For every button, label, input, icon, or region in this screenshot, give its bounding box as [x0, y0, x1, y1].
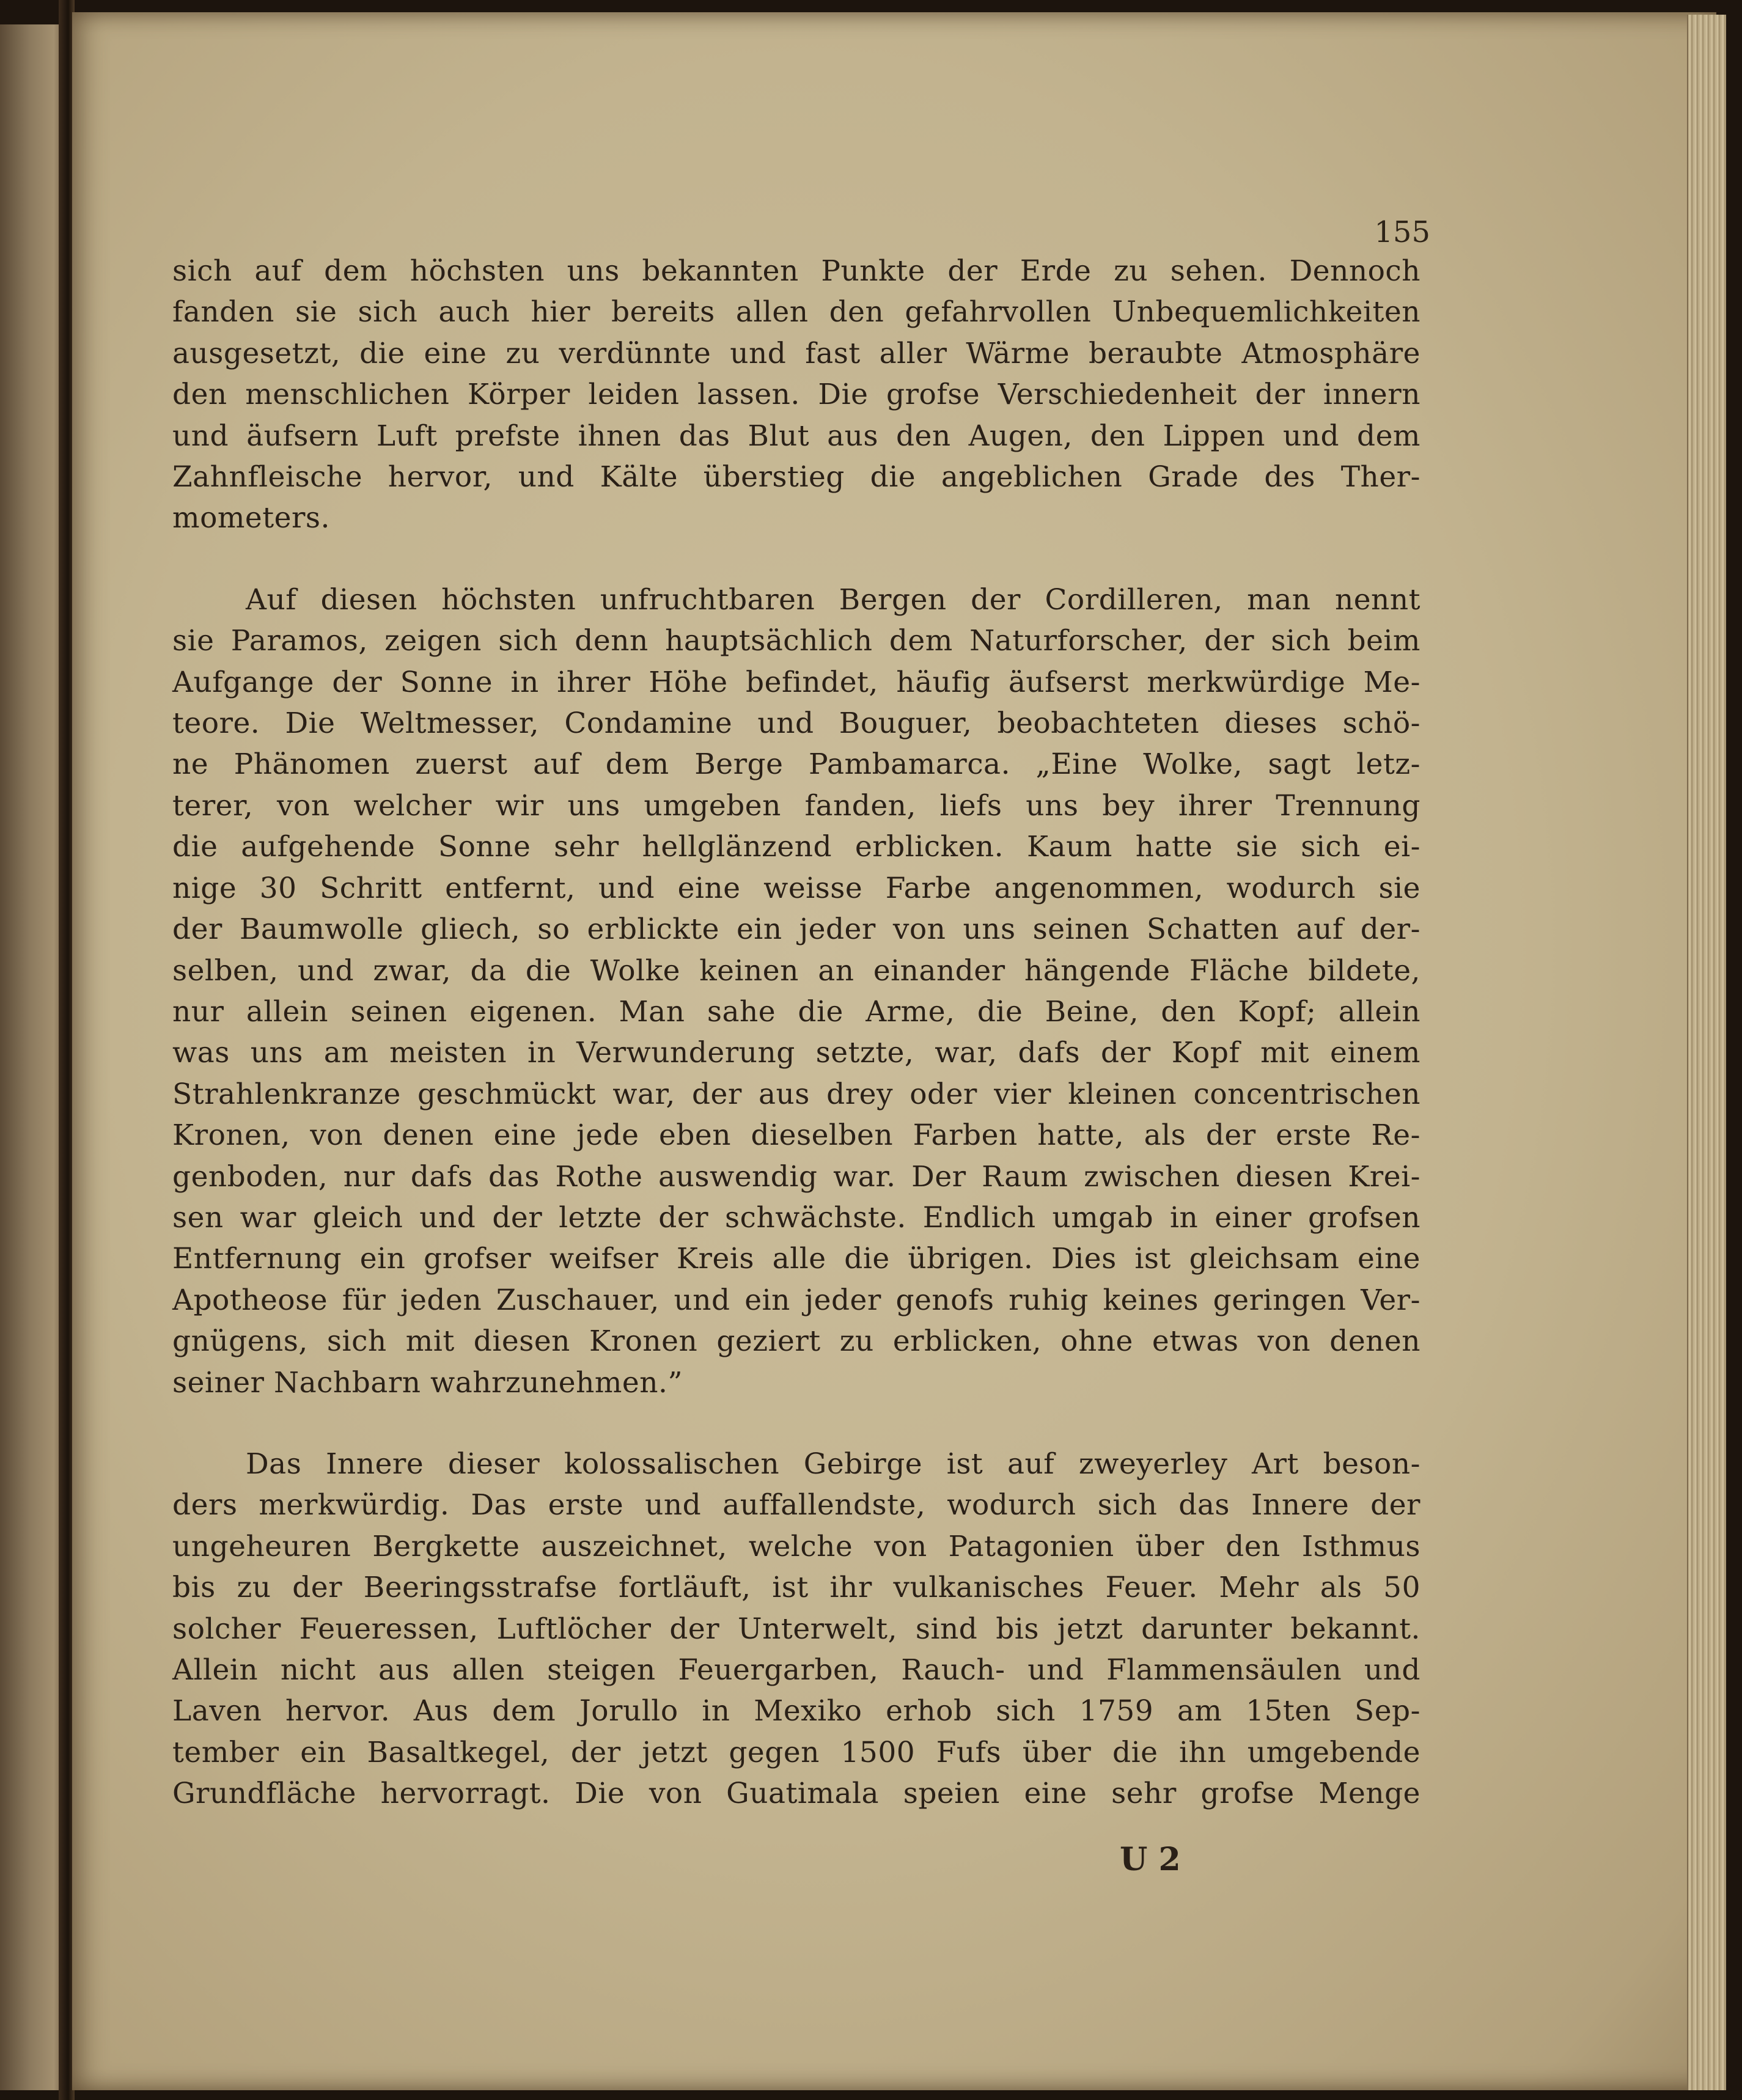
text-line: fanden sie sich auch hier bereits allen den gefahrvollen Unbequemlichkeiten	[172, 295, 1420, 329]
text-line: und äufsern Luft prefste ihnen das Blut aus den Augen, den Lippen und dem	[172, 419, 1420, 453]
text-line: solcher Feueressen, Luftlöcher der Unterwelt, sind bis jetzt darunter bekannt.	[172, 1612, 1420, 1646]
text-line: den menschlichen Körper leiden lassen. Die grofse Verschiedenheit der innern	[172, 378, 1420, 412]
text-line: ne Phänomen zuerst auf dem Berge Pambamarca. „Eine Wolke, sagt letz-	[172, 747, 1420, 782]
text-line: sen war gleich und der letzte der schwächste. Endlich umgab in einer grofsen	[172, 1200, 1420, 1235]
text-line: ungeheuren Bergkette auszeichnet, welche von Patagonien über den Isthmus	[172, 1529, 1420, 1563]
text-line: Strahlenkranze geschmückt war, der aus drey oder vier kleinen concentrischen	[172, 1077, 1420, 1111]
page-edges	[1687, 15, 1726, 2090]
text-line: Laven hervor. Aus dem Jorullo in Mexiko erhob sich 1759 am 15ten Sep-	[172, 1694, 1420, 1728]
signature-mark: U 2	[1120, 1841, 1181, 1878]
text-line: tember ein Basaltkegel, der jetzt gegen 1500 Fufs über die ihn umgebende	[172, 1735, 1420, 1769]
text-line: ders merkwürdig. Das erste und auffallendste, wodurch sich das Innere der	[172, 1488, 1420, 1522]
left-page-edge	[0, 24, 67, 2090]
text-line: Apotheose für jeden Zuschauer, und ein jeder genofs ruhig keines geringen Ver-	[172, 1283, 1420, 1317]
text-line: ausgesetzt, die eine zu verdünnte und fast aller Wärme beraubte Atmosphäre	[172, 336, 1420, 370]
text-line: Aufgange der Sonne in ihrer Höhe befindet, häufig äufserst merkwürdige Me-	[172, 665, 1420, 699]
paragraph-3	[172, 1444, 1420, 1815]
text-line: Kronen, von denen eine jede eben dieselben Farben hatte, als der erste Re-	[172, 1118, 1420, 1153]
text-line: der Baumwolle gliech, so erblickte ein jeder von uns seinen Schatten auf der-	[172, 912, 1420, 947]
text-line: terer, von welcher wir uns umgeben fanden, liefs uns bey ihrer Trennung	[172, 788, 1420, 823]
text-line: Das Innere dieser kolossalischen Gebirge ist auf zweyerley Art beson-	[246, 1447, 1420, 1481]
text-line: Auf diesen höchsten unfruchtbaren Bergen der Cordilleren, man nennt	[246, 582, 1420, 617]
text-line: nur allein seinen eigenen. Man sahe die Arme, die Beine, den Kopf; allein	[172, 994, 1420, 1029]
text-line: nige 30 Schritt entfernt, und eine weisse Farbe angenommen, wodurch sie	[172, 871, 1420, 905]
text-line: selben, und zwar, da die Wolke keinen an einander hängende Fläche bildete,	[172, 953, 1420, 988]
text-line: Zahnfleische hervor, und Kälte überstieg die angeblichen Grade des Ther-	[172, 460, 1420, 494]
text-line: Grundfläche hervorragt. Die von Guatimala speien eine sehr grofse Menge	[172, 1777, 1420, 1811]
text-line: Allein nicht aus allen steigen Feuergarben, Rauch- und Flammensäulen und	[172, 1653, 1420, 1687]
text-line: was uns am meisten in Verwunderung setzte, war, dafs der Kopf mit einem	[172, 1036, 1420, 1070]
paragraph-2	[172, 579, 1420, 1403]
text-line: mometers.	[172, 501, 330, 535]
text-line: die aufgehende Sonne sehr hellglänzend erblicken. Kaum hatte sie sich ei-	[172, 830, 1420, 864]
page-number: 155	[1374, 215, 1430, 249]
text-line: sie Paramos, zeigen sich denn hauptsächlich dem Naturforscher, der sich beim	[172, 624, 1420, 658]
text-line: gnügens, sich mit diesen Kronen geziert zu erblicken, ohne etwas von denen	[172, 1324, 1420, 1359]
paragraph-1	[172, 251, 1420, 539]
text-line: Entfernung ein grofser weifser Kreis alle die übrigen. Dies ist gleichsam eine	[172, 1242, 1420, 1276]
text-line: teore. Die Weltmesser, Condamine und Bouguer, beobachteten dieses schö-	[172, 707, 1420, 741]
page-text	[172, 251, 1420, 1815]
text-line: sich auf dem höchsten uns bekannten Punkte der Erde zu sehen. Dennoch	[172, 254, 1420, 288]
text-line: seiner Nachbarn wahrzunehmen.”	[172, 1365, 683, 1400]
text-line: bis zu der Beeringsstrafse fortläuft, ist ihr vulkanisches Feuer. Mehr als 50	[172, 1571, 1420, 1605]
text-line: genboden, nur dafs das Rothe auswendig war. Der Raum zwischen diesen Krei-	[172, 1159, 1420, 1194]
